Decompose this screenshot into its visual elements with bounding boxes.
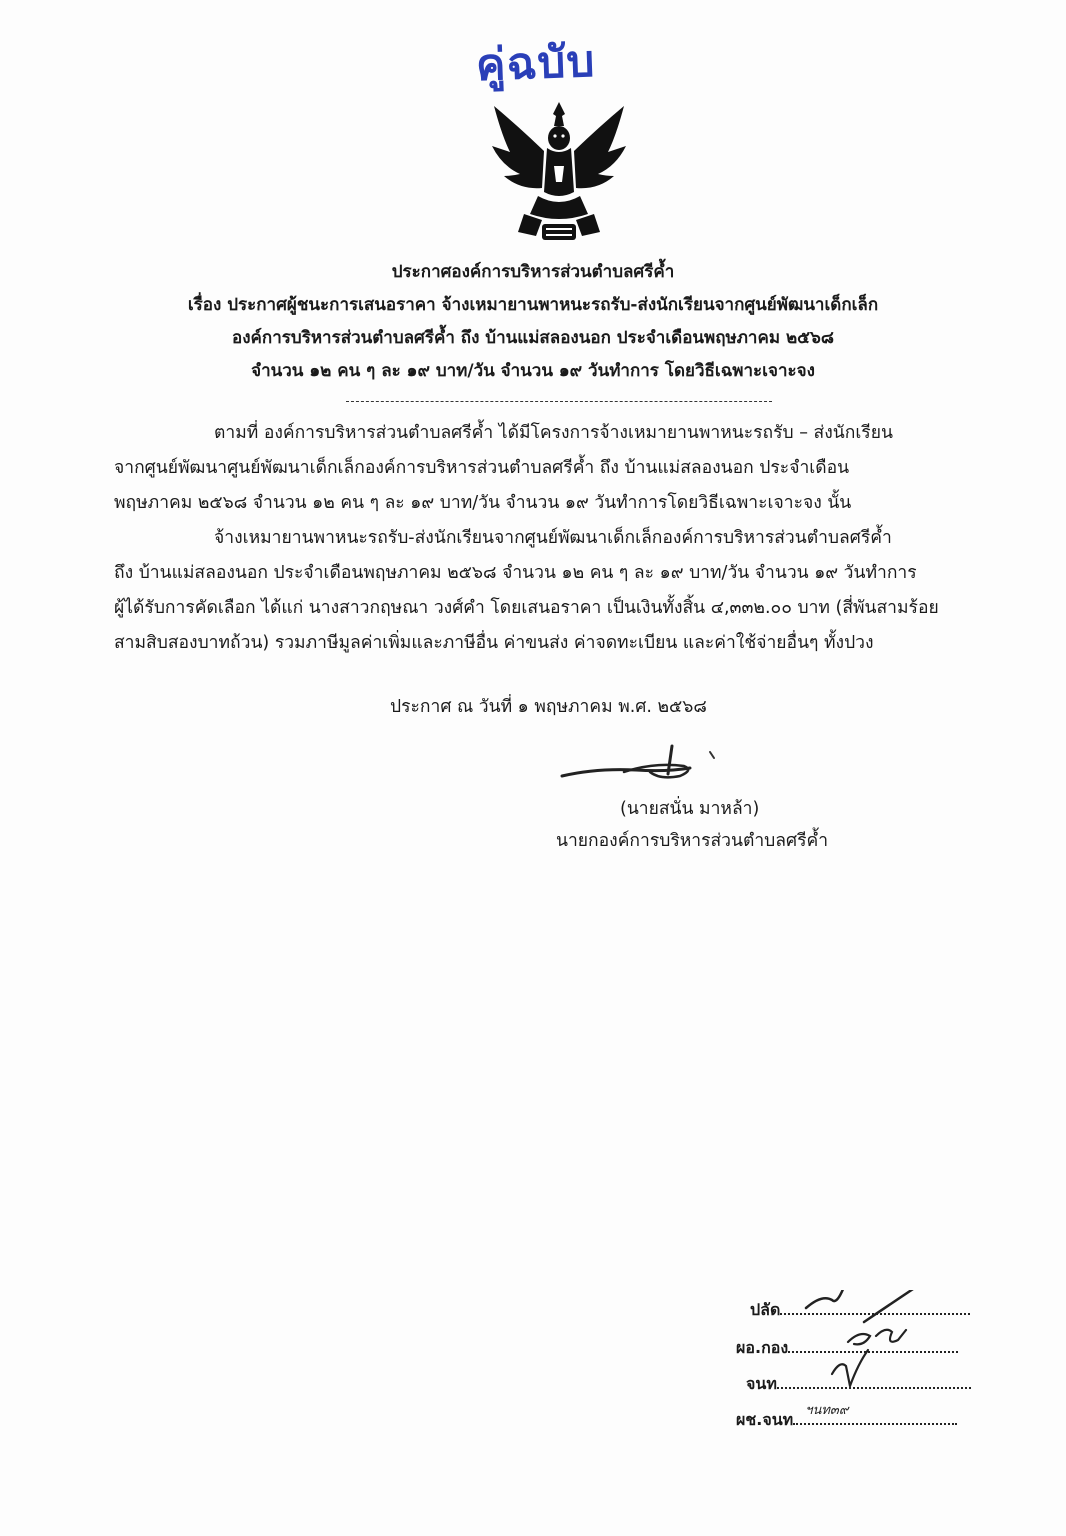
paragraph-2-line: สามสิบสองบาทถ้วน) รวมภาษีมูลค่าเพิ่มและภาษีอื่น ค่าขนส่ง ค่าจดทะเบียน และค่าใช้จ่ายอื่นๆ ทั้งปวง [114,633,874,653]
paragraph-2-line: ผู้ได้รับการคัดเลือก ได้แก่ นางสาวกฤษณา วงศ์คำ โดยเสนอราคา เป็นเงินทั้งสิ้น ๔,๓๓๒.๐๐ บาท (สี่พันสามร้อย [114,598,939,618]
paragraph-1-line: จากศูนย์พัฒนาศูนย์พัฒนาเด็กเล็กองค์การบริหารส่วนตำบลศรีค้ำ ถึง บ้านแม่สลองนอก ประจำเดือน [114,458,850,478]
announcement-date: ประกาศ ณ วันที่ ๑ พฤษภาคม พ.ศ. ๒๕๖๘ [390,697,707,717]
routing-label: ผอ.กอง [736,1338,789,1357]
routing-label: ปลัด [750,1300,781,1319]
announcement-header [0,256,1066,388]
routing-label: ผช.จนท [736,1410,794,1429]
header-subject-cont: องค์การบริหารส่วนตำบลศรีค้ำ ถึง บ้านแม่สลองนอก ประจำเดือนพฤษภาคม ๒๕๖๘ [232,328,834,348]
signer-name: (นายสนั่น มาหล้า) [620,799,760,819]
paragraph-2 [114,521,1004,661]
signature-mark [556,738,726,790]
paragraph-1-line: ตามที่ องค์การบริหารส่วนตำบลศรีค้ำ ได้มีโครงการจ้างเหมายานพาหนะรถรับ – ส่งนักเรียน [214,423,893,443]
paragraph-1-line: พฤษภาคม ๒๕๖๘ จำนวน ๑๒ คน ๆ ละ ๑๙ บาท/วัน จำนวน ๑๙ วันทำการโดยวิธีเฉพาะเจาะจง นั้น [114,493,852,513]
header-title: ประกาศองค์การบริหารส่วนตำบลศรีค้ำ [391,262,675,282]
header-subject: เรื่อง ประกาศผู้ชนะการเสนอราคา จ้างเหมายานพาหนะรถรับ-ส่งนักเรียนจากศูนย์พัฒนาเด็กเล็ก [187,295,879,315]
routing-label: จนท [746,1374,777,1393]
routing-note: ฯนท๓๙ [805,1403,849,1418]
paragraph-2-line: จ้างเหมายานพาหนะรถรับ-ส่งนักเรียนจากศูนย์พัฒนาเด็กเล็กองค์การบริหารส่วนตำบลศรีค้ำ [214,528,892,548]
header-divider [346,401,772,402]
signer-title: นายกองค์การบริหารส่วนตำบลศรีค้ำ [556,831,829,851]
header-subject-detail: จำนวน ๑๒ คน ๆ ละ ๑๙ บาท/วัน จำนวน ๑๙ วันทำการ โดยวิธีเฉพาะเจาะจง [251,361,815,381]
garuda-emblem-icon [484,96,634,246]
routing-box [736,1290,996,1450]
copy-stamp: คู่ฉบับ [475,35,597,92]
paragraph-2-line: ถึง บ้านแม่สลองนอก ประจำเดือนพฤษภาคม ๒๕๖๘ จำนวน ๑๒ คน ๆ ละ ๑๙ บาท/วัน จำนวน ๑๙ วันทำการ [114,563,917,583]
paragraph-1 [114,416,1004,521]
routing-initials [736,1290,996,1450]
